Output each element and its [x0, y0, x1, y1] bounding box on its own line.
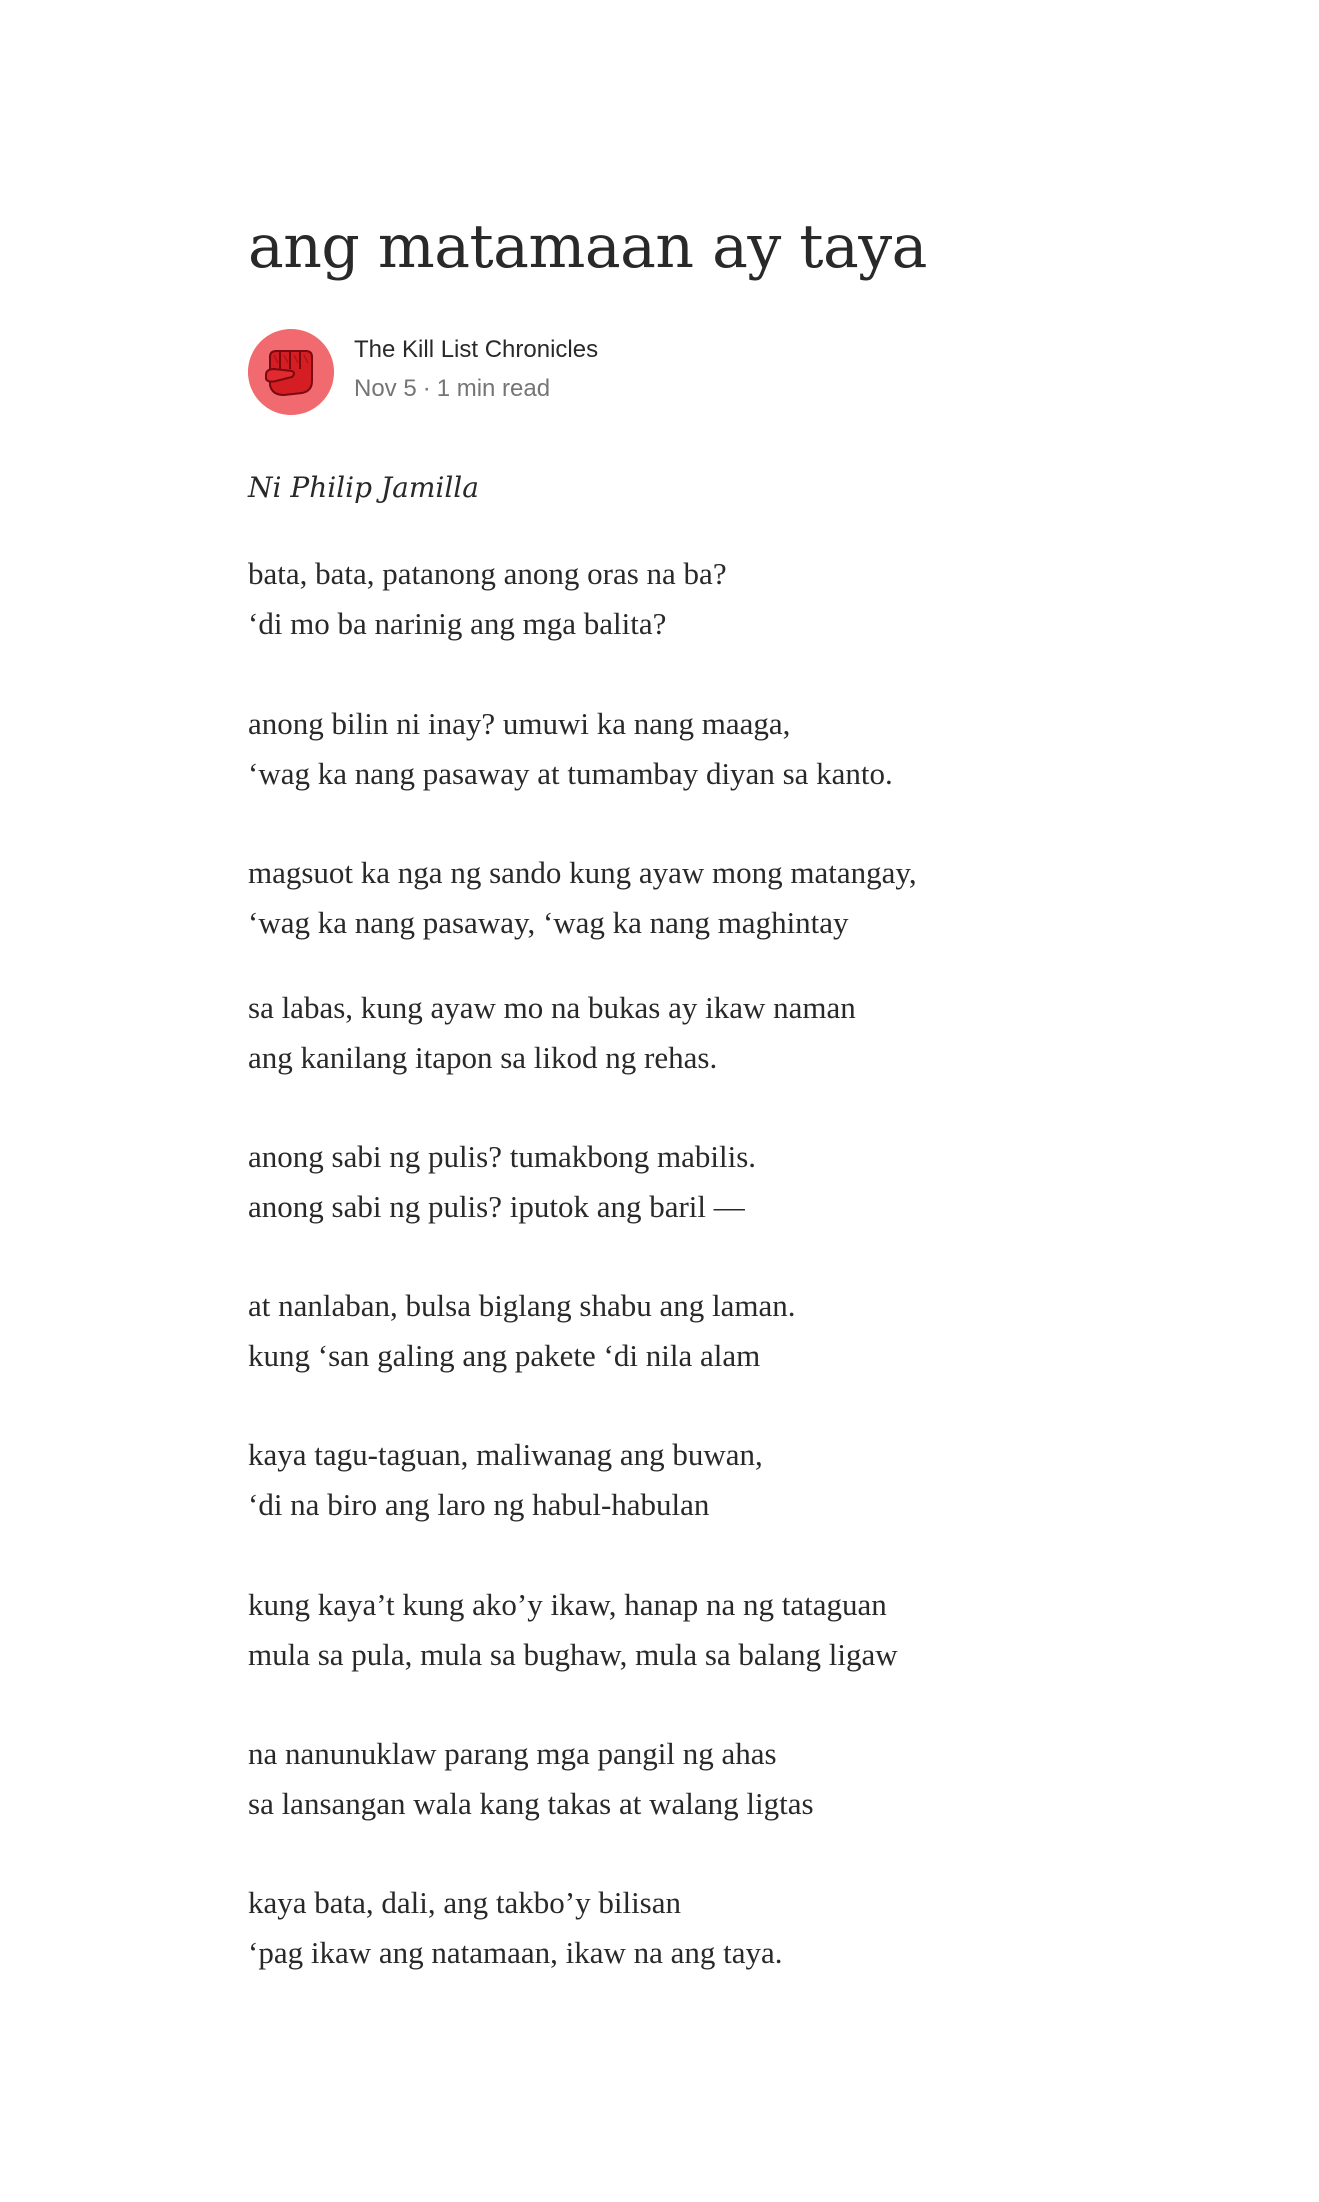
author-name[interactable]: The Kill List Chronicles: [354, 336, 599, 363]
read-time: 1 min read: [436, 375, 551, 402]
poem-line: anong sabi ng pulis? tumakbong mabilis.: [248, 1139, 757, 1174]
stanza: [248, 1281, 796, 1381]
poem-line: kaya bata, dali, ang takbo’y bilisan: [248, 1885, 682, 1920]
poem-line: mula sa pula, mula sa bughaw, mula sa balang ligaw: [248, 1637, 898, 1672]
author-block: [248, 329, 948, 415]
poem-line: anong bilin ni inay? umuwi ka nang maaga,: [248, 706, 791, 741]
poem-line: sa lansangan wala kang takas at walang ligtas: [248, 1786, 814, 1821]
poem-line: ‘di na biro ang laro ng habul-habulan: [248, 1487, 710, 1522]
poem-line: sa labas, kung ayaw mo na bukas ay ikaw naman: [248, 990, 856, 1025]
poem-line: kaya tagu-taguan, maliwanag ang buwan,: [248, 1437, 763, 1472]
stanza: [248, 1878, 783, 1978]
article-title: ang matamaan ay taya: [248, 212, 927, 282]
poem-byline: Ni Philip Jamilla: [248, 471, 479, 504]
poem-line: kung ‘san galing ang pakete ‘di nila alam: [248, 1338, 761, 1373]
stanza: [248, 1430, 763, 1530]
stanza: [248, 983, 856, 1083]
poem-line: ang kanilang itapon sa likod ng rehas.: [248, 1040, 718, 1075]
raised-fist-icon: [248, 329, 334, 415]
author-avatar[interactable]: [248, 329, 334, 415]
poem-line: at nanlaban, bulsa biglang shabu ang laman.: [248, 1288, 796, 1323]
poem-line: ‘wag ka nang pasaway at tumambay diyan sa kanto.: [248, 756, 893, 791]
stanza: [248, 549, 727, 649]
post-date: Nov 5: [354, 375, 417, 402]
poem-line: anong sabi ng pulis? iputok ang baril —: [248, 1189, 745, 1224]
stanza: [248, 1580, 898, 1680]
poem-line: na nanunuklaw parang mga pangil ng ahas: [248, 1736, 777, 1771]
poem-line: ‘pag ikaw ang natamaan, ikaw na ang taya.: [248, 1935, 783, 1970]
stanza: [248, 1132, 756, 1232]
meta-separator: ·: [422, 375, 431, 402]
post-meta: [354, 373, 550, 405]
poem-line: ‘di mo ba narinig ang mga balita?: [248, 606, 667, 641]
poem-line: bata, bata, patanong anong oras na ba?: [248, 556, 727, 591]
stanza: [248, 699, 893, 799]
poem-line: magsuot ka nga ng sando kung ayaw mong matangay,: [248, 855, 917, 890]
stanza: [248, 848, 917, 948]
stanza: [248, 1729, 814, 1829]
poem-line: ‘wag ka nang pasaway, ‘wag ka nang maghintay: [248, 905, 849, 940]
poem-line: kung kaya’t kung ako’y ikaw, hanap na ng tataguan: [248, 1587, 887, 1622]
